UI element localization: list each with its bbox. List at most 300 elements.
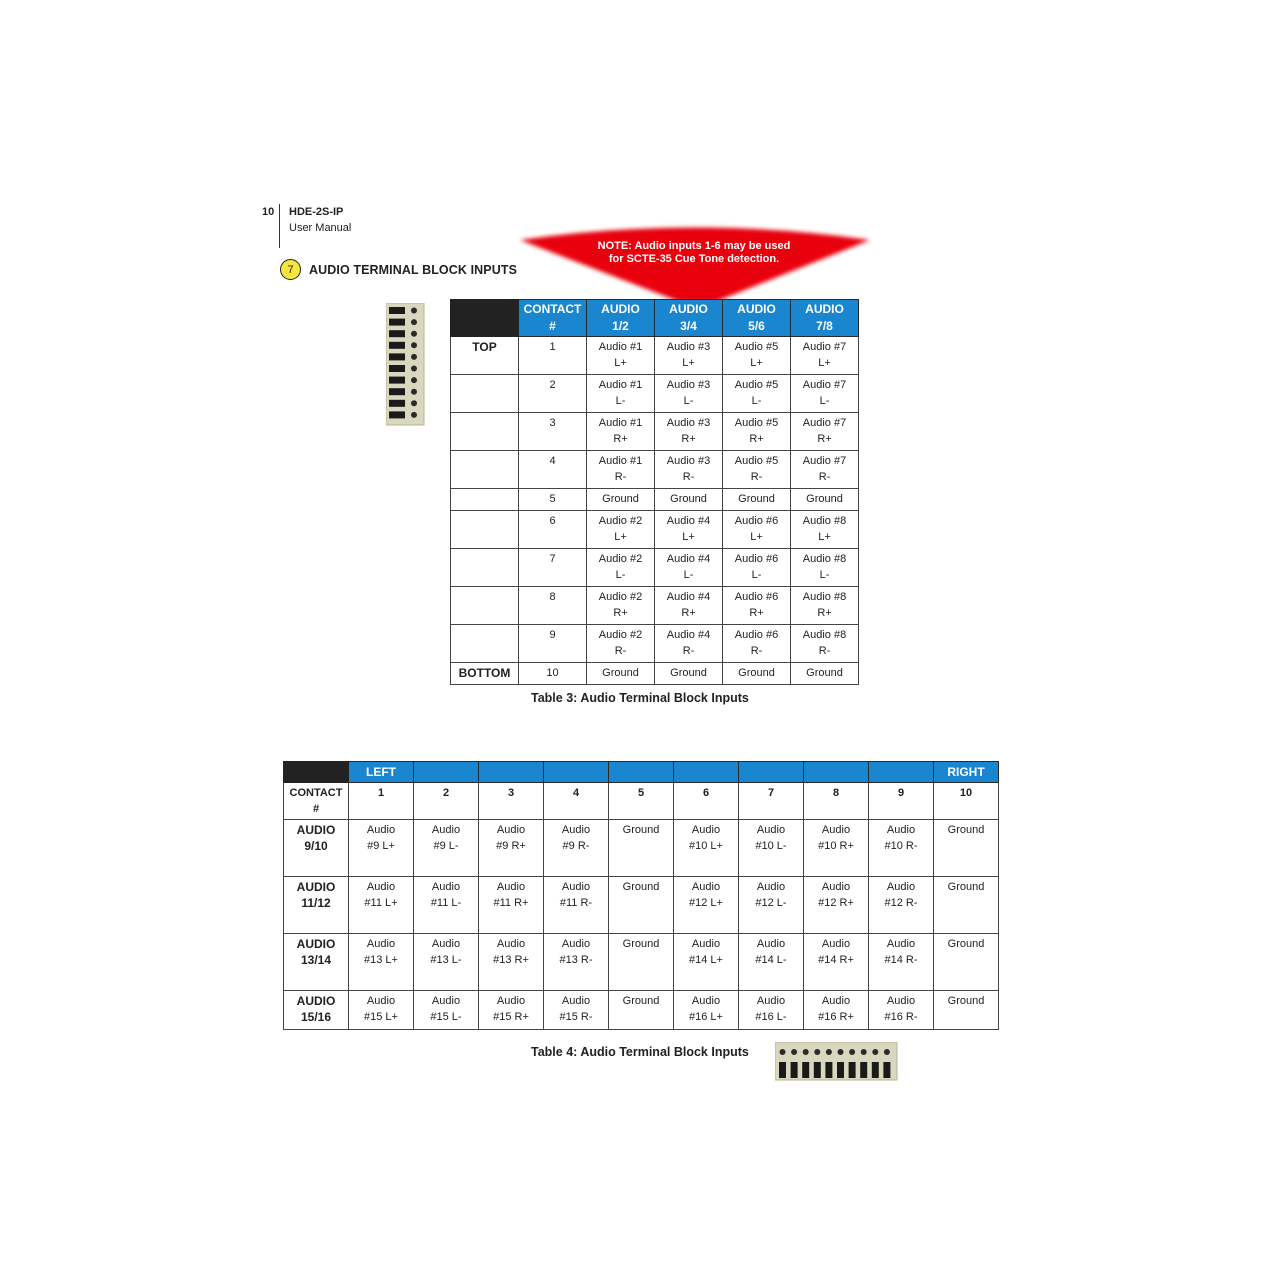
cell-line-2: #14 R- — [884, 954, 918, 966]
cell-line-2: #11 R+ — [493, 897, 529, 909]
cell-line-2: R- — [614, 645, 627, 657]
table-cell — [414, 877, 479, 934]
cell-line-2: #16 L+ — [689, 1011, 723, 1023]
cell-line-2: #12 R- — [884, 897, 918, 909]
cell-line-1: Audio — [366, 938, 396, 950]
terminal-screw — [411, 412, 417, 418]
table-4-caption: Table 4: Audio Terminal Block Inputs — [531, 1045, 749, 1059]
cell-line-1: Audio #3 — [666, 379, 711, 391]
table-cell — [609, 820, 674, 877]
table-cell — [587, 375, 655, 413]
cell-line-1: Audio #5 — [734, 341, 779, 353]
cell-line-2: R+ — [749, 607, 764, 619]
cell-line-2: R- — [818, 471, 831, 483]
contact-number: 4 — [544, 783, 609, 820]
cell-line-1: Ground — [947, 881, 985, 893]
contact-number: 8 — [519, 587, 587, 625]
table-cell — [609, 877, 674, 934]
header-blank — [739, 762, 804, 783]
cell-line-1: Audio — [496, 938, 526, 950]
cell-line-1: Ground — [670, 667, 707, 679]
table-cell — [934, 934, 999, 991]
table-cell — [655, 451, 723, 489]
cell-line-2: #14 L- — [755, 954, 787, 966]
cell-line-2: #11 L- — [430, 897, 462, 909]
table-cell — [479, 991, 544, 1030]
table-cell — [934, 991, 999, 1030]
table-cell — [723, 451, 791, 489]
cell-line-2: L+ — [682, 357, 695, 369]
table-cell — [674, 934, 739, 991]
table-cell — [804, 877, 869, 934]
table-cell — [349, 991, 414, 1030]
cell-line-1: Audio — [691, 824, 721, 836]
table-cell — [791, 625, 859, 663]
contact-header-line-2: # — [312, 803, 320, 815]
table-cell — [349, 877, 414, 934]
cell-line-2: L+ — [614, 531, 627, 543]
table-cell — [655, 489, 723, 511]
terminal-slot — [389, 353, 405, 360]
table-cell — [674, 820, 739, 877]
contact-number: 6 — [519, 511, 587, 549]
contact-number: 3 — [479, 783, 544, 820]
cell-line-1: Audio #4 — [666, 553, 711, 565]
terminal-slot — [389, 319, 405, 326]
cell-line-1: Audio #2 — [598, 629, 643, 641]
row-position-label — [451, 625, 519, 663]
cell-line-2: #16 L- — [755, 1011, 787, 1023]
cell-line-1: Ground — [670, 493, 707, 505]
table-cell — [723, 625, 791, 663]
cell-line-1: Audio #2 — [598, 515, 643, 527]
terminal-screw — [838, 1049, 844, 1055]
cell-line-2: #13 L+ — [364, 954, 398, 966]
cell-line-2: #10 R+ — [818, 840, 854, 852]
cell-line-2: #9 R+ — [496, 840, 526, 852]
row-position-label — [451, 587, 519, 625]
table-cell — [655, 663, 723, 685]
terminal-slot — [849, 1062, 856, 1078]
table-cell — [609, 934, 674, 991]
table-cell — [804, 820, 869, 877]
cell-line-1: Ground — [738, 493, 775, 505]
table-cell — [804, 991, 869, 1030]
table-cell — [723, 489, 791, 511]
table-cell — [587, 451, 655, 489]
audio-terminal-table-3 — [450, 299, 859, 685]
cell-line-2: R- — [750, 645, 763, 657]
cell-line-2: L+ — [818, 531, 831, 543]
table-cell — [655, 375, 723, 413]
table-cell — [544, 820, 609, 877]
cell-line-2: R- — [818, 645, 831, 657]
table-cell — [479, 934, 544, 991]
table-cell — [349, 934, 414, 991]
cell-line-1: Audio #8 — [802, 553, 847, 565]
cell-line-2: #9 L+ — [367, 840, 395, 852]
table-cell — [544, 934, 609, 991]
contact-number: 7 — [519, 549, 587, 587]
cell-line-1: Audio — [431, 995, 461, 1007]
terminal-screw — [411, 342, 417, 348]
note-callout — [560, 240, 828, 266]
terminal-slot — [825, 1062, 832, 1078]
table-cell — [587, 489, 655, 511]
table-cell — [414, 934, 479, 991]
cell-line-2: R- — [750, 471, 763, 483]
audio-pair-label-line-1: AUDIO — [296, 937, 336, 951]
document-title: HDE-2S-IP — [289, 206, 344, 218]
cell-line-1: Audio — [756, 995, 786, 1007]
terminal-screw — [861, 1049, 867, 1055]
terminal-screw — [803, 1049, 809, 1055]
table-cell — [804, 934, 869, 991]
cell-line-2: L- — [615, 395, 626, 407]
header-blank — [609, 762, 674, 783]
cell-line-1: Audio #5 — [734, 417, 779, 429]
table-cell — [544, 991, 609, 1030]
contact-header — [284, 783, 349, 820]
table-cell — [587, 625, 655, 663]
note-line-1: NOTE: Audio inputs 1-6 may be used — [597, 240, 791, 252]
contact-number: 10 — [934, 783, 999, 820]
table-cell — [723, 663, 791, 685]
cell-line-1: Audio — [886, 938, 916, 950]
cell-line-1: Ground — [622, 995, 660, 1007]
table-row — [284, 934, 999, 991]
table-cell — [739, 934, 804, 991]
cell-line-1: Audio — [366, 824, 396, 836]
cell-line-1: Audio — [561, 881, 591, 893]
cell-line-1: Audio — [496, 824, 526, 836]
audio-pair-label-line-2: 9/10 — [304, 839, 328, 853]
document-subtitle: User Manual — [289, 222, 352, 234]
terminal-block-vertical-icon — [386, 303, 426, 427]
terminal-slot — [802, 1062, 809, 1078]
table-cell — [544, 877, 609, 934]
cell-line-2: #15 R+ — [493, 1011, 529, 1023]
cell-line-1: Audio — [756, 824, 786, 836]
section-heading — [280, 259, 517, 280]
cell-line-1: Audio — [886, 824, 916, 836]
cell-line-1: Ground — [806, 493, 843, 505]
cell-line-1: Ground — [602, 667, 639, 679]
table-row — [451, 375, 859, 413]
cell-line-1: Audio #1 — [598, 379, 643, 391]
cell-line-2: L+ — [750, 357, 763, 369]
table-cell — [587, 549, 655, 587]
cell-line-1: Audio — [431, 938, 461, 950]
cell-line-1: Audio #2 — [598, 553, 643, 565]
cell-line-1: Audio #7 — [802, 455, 847, 467]
cell-line-2: #10 L- — [755, 840, 787, 852]
cell-line-1: Audio #8 — [802, 591, 847, 603]
cell-line-1: Audio — [821, 995, 851, 1007]
cell-line-1: Audio — [431, 881, 461, 893]
table-cell — [791, 587, 859, 625]
cell-line-2: L- — [819, 395, 830, 407]
cell-line-2: L- — [683, 395, 694, 407]
row-position-label — [451, 549, 519, 587]
cell-line-2: R+ — [749, 433, 764, 445]
table-corner — [284, 762, 349, 783]
cell-line-2: #15 R- — [559, 1011, 593, 1023]
table-cell — [869, 877, 934, 934]
contact-number: 2 — [519, 375, 587, 413]
terminal-slot — [389, 307, 405, 314]
header-blank — [544, 762, 609, 783]
terminal-screw — [411, 319, 417, 325]
table-cell — [655, 511, 723, 549]
contact-number: 9 — [869, 783, 934, 820]
table-cell — [739, 877, 804, 934]
right-end-label: RIGHT — [934, 762, 999, 783]
terminal-screw — [411, 331, 417, 337]
contact-number: 8 — [804, 783, 869, 820]
table-cell — [655, 337, 723, 375]
terminal-slot — [389, 388, 405, 395]
audio-pair-label-line-2: 13/14 — [300, 953, 332, 967]
cell-line-1: Audio #1 — [598, 341, 643, 353]
audio-pair-label-line-1: AUDIO — [296, 823, 336, 837]
cell-line-1: Audio #8 — [802, 515, 847, 527]
table-row — [451, 511, 859, 549]
cell-line-2: #13 R+ — [493, 954, 529, 966]
audio-terminal-table-4 — [283, 761, 999, 1030]
terminal-screw — [411, 366, 417, 372]
cell-line-1: Ground — [947, 938, 985, 950]
cell-line-2: L+ — [682, 531, 695, 543]
row-position-label — [451, 451, 519, 489]
terminal-slot — [837, 1062, 844, 1078]
table-cell — [349, 820, 414, 877]
cell-line-1: Audio #7 — [802, 417, 847, 429]
table-cell — [723, 413, 791, 451]
contact-number: 5 — [519, 489, 587, 511]
table-corner — [451, 300, 519, 337]
cell-line-1: Audio — [496, 995, 526, 1007]
table-cell — [791, 511, 859, 549]
terminal-screw — [826, 1049, 832, 1055]
table-row — [284, 877, 999, 934]
contact-number: 3 — [519, 413, 587, 451]
terminal-screw — [872, 1049, 878, 1055]
terminal-screw — [411, 354, 417, 360]
cell-line-1: Audio — [691, 938, 721, 950]
audio-pair-label — [284, 991, 349, 1030]
cell-line-2: R+ — [681, 607, 696, 619]
terminal-screw — [411, 400, 417, 406]
cell-line-1: Audio — [756, 938, 786, 950]
terminal-screw — [780, 1049, 786, 1055]
cell-line-2: #14 L+ — [689, 954, 723, 966]
cell-line-2: #15 L+ — [364, 1011, 398, 1023]
column-header-audio-3-4: AUDIO 3/4 — [655, 300, 723, 337]
cell-line-1: Audio #4 — [666, 591, 711, 603]
left-end-label: LEFT — [349, 762, 414, 783]
terminal-screw — [849, 1049, 855, 1055]
cell-line-1: Audio — [756, 881, 786, 893]
terminal-slot — [389, 365, 405, 372]
table-cell — [609, 991, 674, 1030]
cell-line-2: L+ — [614, 357, 627, 369]
contact-number: 7 — [739, 783, 804, 820]
cell-line-1: Audio #7 — [802, 341, 847, 353]
table-cell — [479, 877, 544, 934]
cell-line-1: Audio #5 — [734, 455, 779, 467]
cell-line-2: #9 R- — [562, 840, 590, 852]
cell-line-2: #13 R- — [559, 954, 593, 966]
cell-line-1: Audio #8 — [802, 629, 847, 641]
cell-line-1: Audio — [691, 995, 721, 1007]
contact-number-row — [284, 783, 999, 820]
terminal-screw — [814, 1049, 820, 1055]
section-title: AUDIO TERMINAL BLOCK INPUTS — [309, 262, 518, 277]
cell-line-1: Audio #5 — [734, 379, 779, 391]
cell-line-1: Ground — [947, 995, 985, 1007]
terminal-screw — [411, 308, 417, 314]
row-position-label: BOTTOM — [451, 663, 519, 685]
table-cell — [791, 337, 859, 375]
cell-line-2: #10 R- — [884, 840, 918, 852]
table-cell — [587, 413, 655, 451]
cell-line-1: Audio — [496, 881, 526, 893]
cell-line-2: #16 R+ — [818, 1011, 854, 1023]
table-cell — [414, 820, 479, 877]
page-number: 10 — [262, 206, 275, 218]
table-3-caption: Table 3: Audio Terminal Block Inputs — [531, 691, 749, 705]
table-cell — [674, 877, 739, 934]
terminal-slot — [389, 377, 405, 384]
table-cell — [414, 991, 479, 1030]
table-cell — [587, 511, 655, 549]
terminal-slot — [779, 1062, 786, 1078]
column-header-audio-7-8: AUDIO 7/8 — [791, 300, 859, 337]
table-cell — [869, 934, 934, 991]
cell-line-2: #12 R+ — [818, 897, 854, 909]
table-row — [451, 337, 859, 375]
cell-line-2: #12 L- — [755, 897, 787, 909]
table-cell — [655, 587, 723, 625]
cell-line-2: R+ — [681, 433, 696, 445]
table-cell — [655, 413, 723, 451]
contact-number: 4 — [519, 451, 587, 489]
table-cell — [869, 991, 934, 1030]
cell-line-1: Audio #6 — [734, 629, 779, 641]
audio-pair-label-line-1: AUDIO — [296, 994, 336, 1008]
cell-line-1: Audio — [886, 995, 916, 1007]
terminal-slot — [389, 400, 405, 407]
cell-line-1: Audio #3 — [666, 417, 711, 429]
cell-line-2: L+ — [750, 531, 763, 543]
terminal-screw — [411, 389, 417, 395]
cell-line-1: Audio #4 — [666, 629, 711, 641]
header-blank — [674, 762, 739, 783]
table-cell — [791, 489, 859, 511]
cell-line-1: Audio — [561, 938, 591, 950]
cell-line-1: Audio #2 — [598, 591, 643, 603]
contact-number: 6 — [674, 783, 739, 820]
contact-number: 1 — [519, 337, 587, 375]
contact-number: 9 — [519, 625, 587, 663]
table-cell — [655, 625, 723, 663]
cell-line-2: R- — [614, 471, 627, 483]
cell-line-1: Audio #3 — [666, 341, 711, 353]
table-cell — [739, 820, 804, 877]
cell-line-1: Audio — [821, 938, 851, 950]
cell-line-1: Audio — [886, 881, 916, 893]
terminal-slot — [389, 411, 405, 418]
cell-line-1: Audio #6 — [734, 591, 779, 603]
terminal-screw — [411, 377, 417, 383]
cell-line-2: R+ — [817, 433, 832, 445]
audio-pair-label-line-2: 15/16 — [300, 1010, 332, 1024]
cell-line-2: L- — [615, 569, 626, 581]
cell-line-1: Ground — [602, 493, 639, 505]
table-cell — [791, 663, 859, 685]
row-position-label — [451, 413, 519, 451]
row-position-label — [451, 511, 519, 549]
cell-line-1: Audio #6 — [734, 515, 779, 527]
cell-line-1: Audio #1 — [598, 417, 643, 429]
table-cell — [739, 991, 804, 1030]
header-divider — [279, 204, 280, 248]
cell-line-1: Audio #3 — [666, 455, 711, 467]
cell-line-2: #13 L- — [430, 954, 462, 966]
row-position-label — [451, 489, 519, 511]
table-cell — [723, 337, 791, 375]
table-cell — [723, 549, 791, 587]
cell-line-2: #16 R- — [884, 1011, 918, 1023]
header-blank — [804, 762, 869, 783]
row-position-label — [451, 375, 519, 413]
cell-line-1: Ground — [806, 667, 843, 679]
contact-number: 10 — [519, 663, 587, 685]
cell-line-2: R+ — [817, 607, 832, 619]
table-cell — [479, 820, 544, 877]
cell-line-2: L+ — [818, 357, 831, 369]
cell-line-2: L- — [819, 569, 830, 581]
cell-line-1: Audio — [431, 824, 461, 836]
table-row — [451, 489, 859, 511]
cell-line-2: R+ — [613, 607, 628, 619]
table-cell — [587, 337, 655, 375]
cell-line-1: Ground — [622, 824, 660, 836]
cell-line-2: L- — [751, 569, 762, 581]
table-row — [451, 549, 859, 587]
table-row — [451, 451, 859, 489]
cell-line-2: R- — [682, 471, 695, 483]
column-header-audio-5-6: AUDIO 5/6 — [723, 300, 791, 337]
cell-line-1: Audio — [691, 881, 721, 893]
terminal-screw — [791, 1049, 797, 1055]
audio-pair-label — [284, 820, 349, 877]
cell-line-2: #9 L- — [433, 840, 459, 852]
terminal-slot — [883, 1062, 890, 1078]
header-blank — [479, 762, 544, 783]
table-cell — [791, 451, 859, 489]
table-cell — [674, 991, 739, 1030]
cell-line-1: Audio #1 — [598, 455, 643, 467]
step-number-badge: 7 — [280, 259, 301, 280]
cell-line-1: Audio #4 — [666, 515, 711, 527]
audio-pair-label — [284, 934, 349, 991]
cell-line-1: Ground — [738, 667, 775, 679]
cell-line-1: Ground — [622, 938, 660, 950]
audio-pair-label-line-2: 11/12 — [301, 896, 331, 910]
cell-line-1: Audio — [561, 824, 591, 836]
